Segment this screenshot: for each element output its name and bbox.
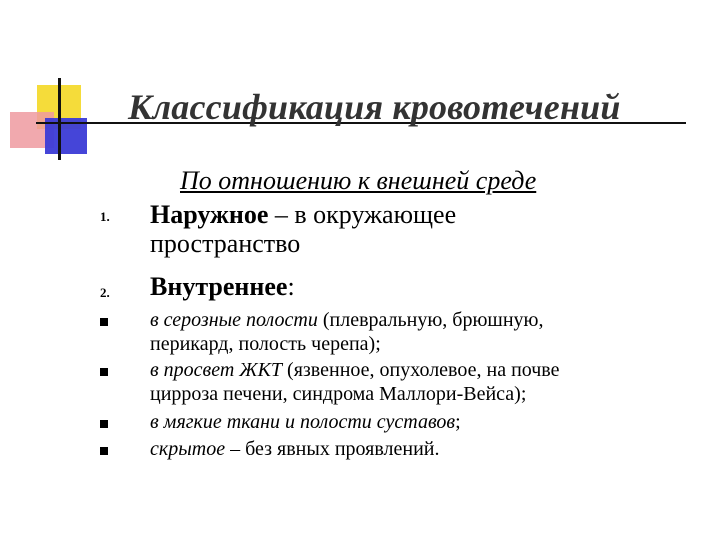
item-text: – в окружающее bbox=[268, 200, 457, 229]
bullet-italic: в серозные полости bbox=[150, 309, 318, 331]
bullet-text-cont: цирроза печени, синдрома Маллори-Вейса); bbox=[150, 383, 527, 405]
decor-vertical-line bbox=[58, 78, 61, 160]
bullet-item-4 bbox=[150, 437, 670, 461]
bullet-italic: в мягкие ткани и полости суставов bbox=[150, 411, 456, 433]
item-text: : bbox=[287, 272, 295, 301]
bullet-marker bbox=[100, 447, 108, 455]
bullet-item-1 bbox=[150, 308, 670, 356]
item-term: Внутреннее bbox=[150, 272, 288, 301]
slide-subtitle: По отношению к внешней среде bbox=[180, 166, 537, 195]
bullet-text: (язвенное, опухолевое, на почве bbox=[282, 359, 560, 381]
bullet-marker bbox=[100, 368, 108, 376]
bullet-text: – без явных проявлений. bbox=[225, 438, 440, 460]
bullet-marker bbox=[100, 420, 108, 428]
slide-title: Классификация кровотечений bbox=[128, 87, 621, 127]
numbered-item-2 bbox=[150, 272, 295, 301]
bullet-text: ; bbox=[455, 411, 461, 433]
bullet-text: (плевральную, брюшную, bbox=[317, 309, 544, 331]
bullet-item-3 bbox=[150, 410, 670, 434]
bullet-text-cont: перикард, полость черепа); bbox=[150, 333, 381, 355]
bullet-italic: в просвет ЖКТ bbox=[150, 359, 283, 381]
list-number-2: 2. bbox=[100, 285, 110, 300]
bullet-marker bbox=[100, 318, 108, 326]
item-text-cont: пространство bbox=[150, 229, 301, 258]
bullet-italic: скрытое bbox=[150, 438, 226, 460]
list-number-1: 1. bbox=[100, 209, 110, 224]
numbered-item-1 bbox=[150, 200, 456, 258]
item-term: Наружное bbox=[150, 200, 269, 229]
bullet-item-2 bbox=[150, 358, 670, 406]
